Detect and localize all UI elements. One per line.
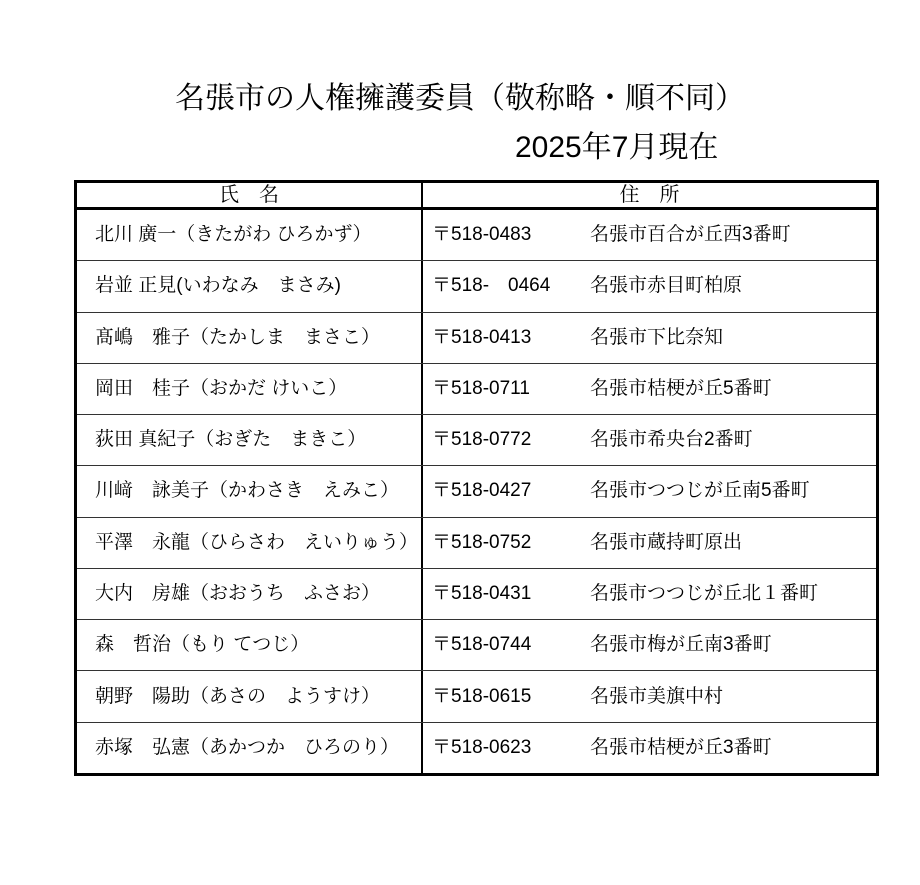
postal-code: 〒518-0752 <box>432 531 532 553</box>
member-name: 赤塚 弘憲（あかつか ひろのり） <box>95 736 400 758</box>
member-address: 名張市下比奈知 <box>590 326 724 348</box>
member-name: 髙嶋 雅子（たかしま まさこ） <box>95 326 381 348</box>
member-address: 名張市つつじが丘北１番町 <box>590 582 819 604</box>
member-address: 名張市赤目町柏原 <box>590 275 743 297</box>
postal-code: 〒518-0623 <box>432 736 532 758</box>
member-name: 大内 房雄（おおうち ふさお） <box>95 582 381 604</box>
member-name: 川﨑 詠美子（かわさき えみこ） <box>95 480 400 502</box>
table-row <box>77 466 876 517</box>
members-table <box>74 180 879 776</box>
table-row <box>77 518 876 569</box>
table-row <box>77 671 876 722</box>
member-address: 名張市梅が丘南3番町 <box>590 634 772 656</box>
member-name: 平澤 永龍（ひらさわ えいりゅう） <box>95 531 419 553</box>
member-name: 岡田 桂子（おかだ けいこ） <box>95 377 348 399</box>
postal-code: 〒518- 0464 <box>432 275 551 297</box>
table-row <box>77 569 876 620</box>
table-row <box>77 261 876 312</box>
member-address: 名張市希央台2番町 <box>590 429 753 451</box>
member-address: 名張市つつじが丘南5番町 <box>590 480 810 502</box>
member-name: 岩並 正見(いわなみ まさみ) <box>95 275 341 297</box>
postal-code: 〒518-0772 <box>432 429 532 451</box>
member-address: 名張市美旗中村 <box>590 685 724 707</box>
member-address: 名張市百合が丘西3番町 <box>590 224 791 246</box>
table-header-row <box>77 183 876 210</box>
as-of-date: 2025年7月現在 <box>515 131 719 164</box>
table-row <box>77 620 876 671</box>
postal-code: 〒518-0431 <box>432 582 532 604</box>
member-name: 北川 廣一（きたがわ ひろかず） <box>95 224 372 246</box>
postal-code: 〒518-0711 <box>432 377 530 399</box>
page-title: 名張市の人権擁護委員（敬称略・順不同） <box>175 82 745 115</box>
postal-code: 〒518-0744 <box>432 634 532 656</box>
header-address: 住 所 <box>619 184 680 206</box>
member-address: 名張市蔵持町原出 <box>590 531 743 553</box>
header-name: 氏 名 <box>77 183 423 207</box>
member-name: 森 哲治（もり てつじ） <box>95 634 310 656</box>
table-row <box>77 415 876 466</box>
member-name: 朝野 陽助（あさの ようすけ） <box>95 685 381 707</box>
postal-code: 〒518-0427 <box>432 480 532 502</box>
postal-code: 〒518-0413 <box>432 326 532 348</box>
member-name: 荻田 真紀子（おぎた まきこ） <box>95 429 367 451</box>
table-row <box>77 313 876 364</box>
table-row <box>77 364 876 415</box>
table-row <box>77 210 876 261</box>
member-address: 名張市桔梗が丘3番町 <box>590 736 772 758</box>
table-row <box>77 723 876 773</box>
member-address: 名張市桔梗が丘5番町 <box>590 377 772 399</box>
postal-code: 〒518-0615 <box>432 685 532 707</box>
postal-code: 〒518-0483 <box>432 224 532 246</box>
